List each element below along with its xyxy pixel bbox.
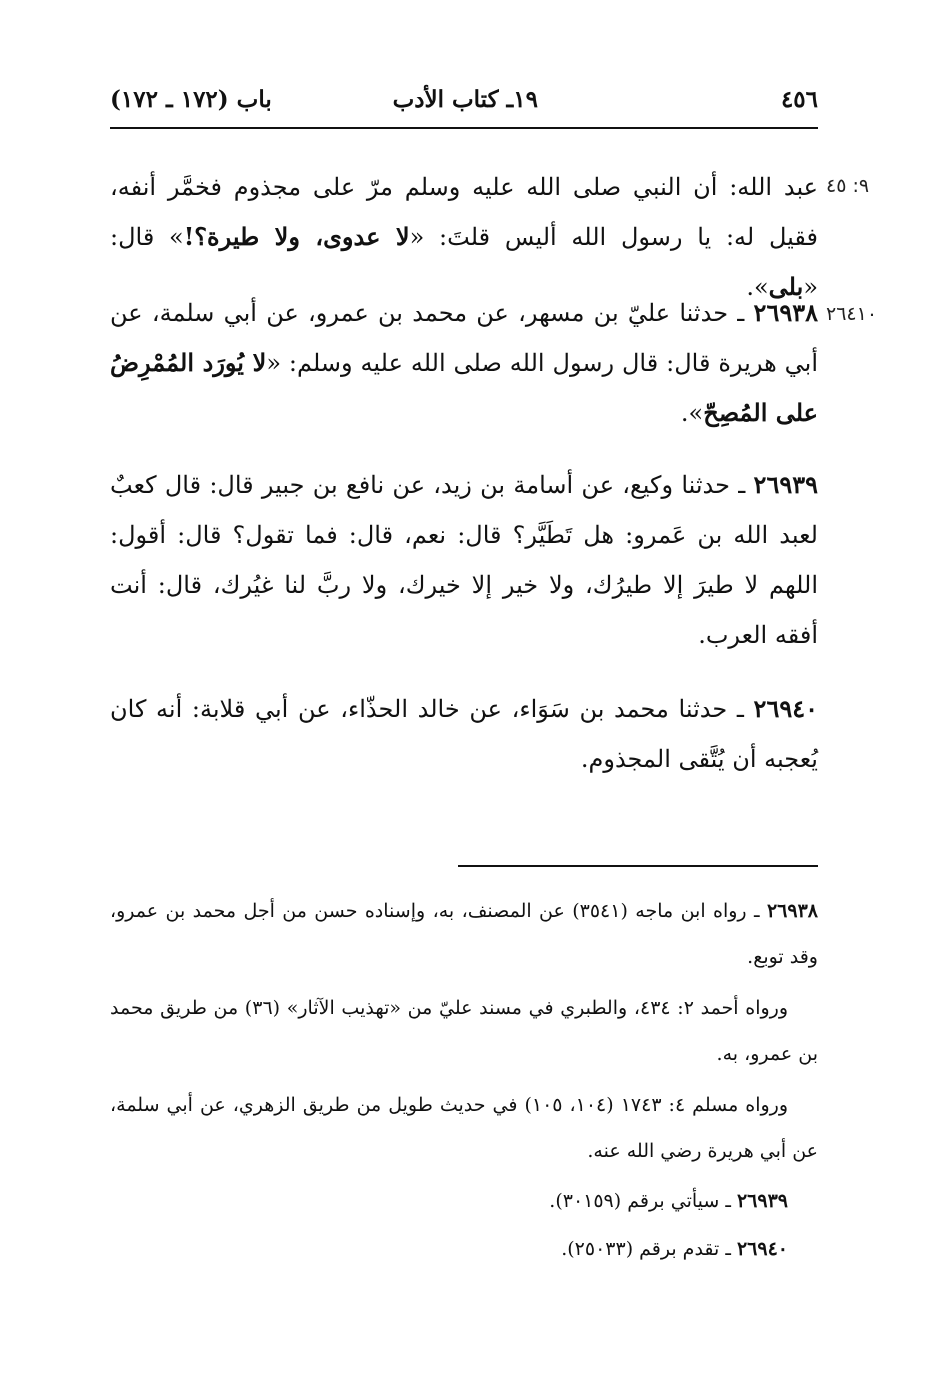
footnote-text: ـ سيأتي برقم (٣٠١٥٩). xyxy=(549,1190,737,1212)
hadith-text: ». xyxy=(746,273,769,301)
hadith-paragraph xyxy=(110,288,818,438)
footnote-number: ٢٦٩٣٩ xyxy=(736,1190,788,1212)
footnote xyxy=(110,888,818,980)
footnote-text: ورواه أحمد ٢: ٤٣٤، والطبري في مسند عليّ من «تهذيب الآثار» (٣٦) من طريق محمد بن عمرو، به. xyxy=(110,997,818,1065)
chapter-title: باب (١٧٢ ـ ١٧٢) xyxy=(110,86,272,113)
hadith-quote: بلى xyxy=(768,272,804,301)
hadith-text: ـ حدثنا محمد بن سَوَاء، عن خالد الحذّاء، عن أبي قلابة: أنه كان يُعجبه أن يُتَّقى المجذوم. xyxy=(110,695,818,773)
page-header xyxy=(110,86,818,126)
hadith-paragraph xyxy=(110,684,818,784)
hadith-text: ـ حدثنا عليّ بن مسهر، عن محمد بن عمرو، عن أبي سلمة، عن أبي هريرة قال: قال رسول الله صلى الله عليه وسلم: « xyxy=(110,299,818,377)
footnote-text: ـ رواه ابن ماجه (٣٥٤١) عن المصنف، به، وإسناده حسن من أجل محمد بن عمرو، وقد توبع. xyxy=(110,900,818,968)
hadith-text: ». xyxy=(680,399,704,427)
hadith-quote: لا عدوى، ولا طيرة؟! xyxy=(183,222,410,251)
footnote-number: ٢٦٩٤٠ xyxy=(736,1238,788,1260)
hadith-text: عبد الله: أن النبي صلى الله عليه وسلم مرّ على مجذوم فخمَّر أنفه، فقيل له: يا رسول الله أليس قلتَ: « xyxy=(110,173,819,251)
margin-reference: ٩: ٤٥ xyxy=(826,175,870,197)
book-title: ١٩ـ كتاب الأدب xyxy=(392,86,538,113)
hadith-paragraph xyxy=(110,460,818,660)
margin-reference: ٢٦٤١٠ xyxy=(826,303,878,325)
footnote xyxy=(110,1082,818,1174)
hadith-text: ـ حدثنا وكيع، عن أسامة بن زيد، عن نافع بن جبير قال: قال كعبٌ لعبد الله بن عَمرو: هل تَطَيَّر؟ قال: نعم، قال: فما تقول؟ قال: أقول: اللهم لا طيرَ إلا طيرُك، ولا خير إلا خيرك، ولا ربَّ لنا غيُرك، قال: أنت أفقه العرب. xyxy=(110,471,818,649)
hadith-text: » قال: « xyxy=(110,223,818,301)
footnote xyxy=(110,1178,818,1224)
page-number: ٤٥٦ xyxy=(780,86,818,113)
hadith-quote: لا يُورَد المُمْرِضُ على المُصِحّ xyxy=(110,348,818,427)
footnote xyxy=(110,1226,818,1272)
footnote-text: ـ تقدم برقم (٢٥٠٣٣). xyxy=(561,1238,737,1260)
hadith-number: ٢٦٩٣٨ xyxy=(753,298,818,327)
footnote-number: ٢٦٩٣٨ xyxy=(766,900,818,922)
footnote-text: ورواه مسلم ٤: ١٧٤٣ (١٠٤، ١٠٥) في حديث طويل من طريق الزهري، عن أبي سلمة، عن أبي هريرة رضي الله عنه. xyxy=(110,1094,818,1162)
footnote-divider xyxy=(458,865,818,867)
hadith-number: ٢٦٩٤٠ xyxy=(753,694,818,723)
header-divider xyxy=(110,127,818,129)
footnote xyxy=(110,985,818,1077)
hadith-number: ٢٦٩٣٩ xyxy=(753,470,818,499)
